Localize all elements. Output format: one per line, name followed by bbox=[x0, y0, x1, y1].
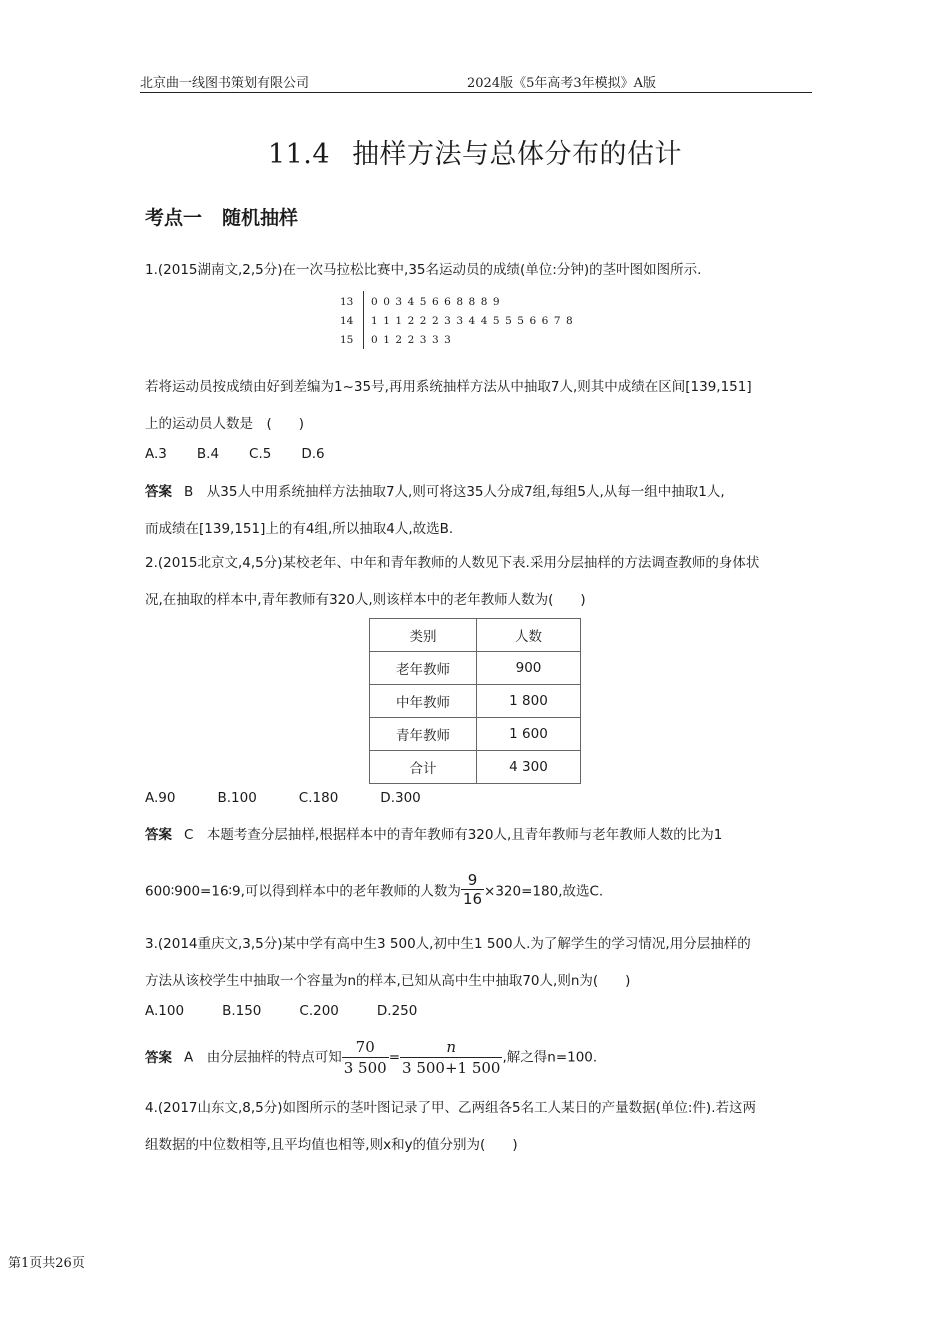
table-row bbox=[370, 652, 581, 685]
page-title bbox=[0, 132, 950, 171]
table-row bbox=[370, 685, 581, 718]
option-c: C.180 bbox=[298, 790, 339, 806]
section-number: 考点一 bbox=[145, 207, 203, 229]
q2-answer-line2 bbox=[145, 873, 603, 910]
option-a: A.90 bbox=[145, 790, 176, 806]
leaf-digit: 1 bbox=[383, 315, 390, 327]
header-publisher: 北京曲一线图书策划有限公司 bbox=[140, 76, 310, 91]
answer-text: ,解之得n=100. bbox=[502, 1049, 598, 1066]
table-cell: 中年教师 bbox=[370, 685, 477, 718]
option-b: B.100 bbox=[217, 790, 257, 806]
answer-label: 答案 bbox=[145, 484, 172, 500]
q1-options bbox=[145, 446, 355, 462]
fraction-numerator: 70 bbox=[342, 1037, 389, 1058]
header-rule bbox=[140, 92, 812, 93]
q4-line2: 组数据的中位数相等,且平均值也相等,则x和y的值分别为( ) bbox=[145, 1137, 518, 1153]
q2-answer-line1 bbox=[145, 823, 722, 843]
leaf-digit: 2 bbox=[419, 315, 427, 327]
leaf-digit: 7 bbox=[553, 315, 561, 327]
leaf-digit: 8 bbox=[456, 296, 463, 308]
leaf-digit: 1 bbox=[383, 334, 390, 346]
option-c: C.200 bbox=[299, 1003, 339, 1019]
option-a: A.100 bbox=[145, 1003, 185, 1019]
table-header-category: 类别 bbox=[370, 619, 477, 652]
leaf-digit: 6 bbox=[444, 296, 451, 308]
q3-line2: 方法从该校学生中抽取一个容量为n的样本,已知从高中生中抽取70人,则n为( ) bbox=[145, 973, 631, 989]
answer-label: 答案 bbox=[145, 1049, 172, 1066]
leaf-list bbox=[371, 334, 456, 346]
leaf-digit: 8 bbox=[480, 296, 488, 308]
leaf-digit: 5 bbox=[505, 315, 512, 327]
leaf-digit: 2 bbox=[395, 334, 403, 346]
fraction-denominator: 16 bbox=[462, 890, 483, 908]
leaf-digit: 2 bbox=[407, 315, 415, 327]
section-heading bbox=[145, 203, 298, 230]
q1-line2: 若将运动员按成绩由好到差编为1~35号,再用系统抽样方法从中抽取7人,则其中成绩在区间[139,151] bbox=[145, 379, 752, 395]
table-header-row bbox=[370, 619, 581, 652]
answer-text: B 从35人中用系统抽样方法抽取7人,则可将这35人分成7组,每组5人,从每一组中抽取1人, bbox=[184, 484, 725, 500]
answer-label: 答案 bbox=[145, 827, 172, 843]
option-d: D.6 bbox=[301, 446, 325, 462]
leaf-digit: 6 bbox=[431, 296, 439, 308]
table-row bbox=[370, 751, 581, 784]
leaf-digit: 6 bbox=[529, 315, 537, 327]
q1-answer-line2: 而成绩在[139,151]上的有4组,所以抽取4人,故选B. bbox=[145, 521, 454, 537]
table-cell: 1 800 bbox=[477, 685, 581, 718]
stem-value: 14 bbox=[340, 315, 354, 327]
q3-line1: 3.(2014重庆文,3,5分)某中学有高中生3 500人,初中生1 500人.为了解学生的学习情况,用分层抽样的 bbox=[145, 936, 751, 952]
header-book-title: 2024版《5年高考3年模拟》A版 bbox=[467, 76, 657, 91]
table-cell: 4 300 bbox=[477, 751, 581, 784]
leaf-digit: 6 bbox=[541, 315, 549, 327]
answer-text: 600∶900=16∶9,可以得到样本中的老年教师的人数为 bbox=[145, 883, 461, 900]
leaf-digit: 5 bbox=[492, 315, 500, 327]
stem-leaf-divider bbox=[363, 291, 364, 349]
stem-value: 15 bbox=[340, 334, 354, 346]
leaf-digit: 1 bbox=[395, 315, 403, 327]
fraction-denominator: 3 500+1 500 bbox=[402, 1059, 501, 1077]
leaf-digit: 2 bbox=[431, 315, 439, 327]
fraction-denominator: 3 500 bbox=[343, 1059, 387, 1077]
leaf-digit: 1 bbox=[371, 315, 378, 327]
leaf-digit: 5 bbox=[517, 315, 524, 327]
leaf-list bbox=[371, 296, 505, 308]
option-a: A.3 bbox=[145, 446, 167, 462]
q2-options bbox=[145, 790, 451, 806]
page-number: 第1页共26页 bbox=[8, 1256, 85, 1271]
q3-options bbox=[145, 1003, 447, 1019]
option-b: B.4 bbox=[196, 446, 220, 462]
fraction-9-16 bbox=[461, 871, 484, 908]
table-cell: 青年教师 bbox=[370, 718, 477, 751]
q1-stem: 1.(2015湖南文,2,5分)在一次马拉松比赛中,35名运动员的成绩(单位:分钟)的茎叶图如图所示. bbox=[145, 262, 702, 278]
q1-line3: 上的运动员人数是 ( ) bbox=[145, 416, 305, 432]
answer-text: ×320=180,故选C. bbox=[484, 883, 604, 900]
leaf-digit: 4 bbox=[480, 315, 488, 327]
leaf-digit: 3 bbox=[419, 334, 427, 346]
leaf-digit: 9 bbox=[492, 296, 500, 308]
title-number: 11.4 bbox=[267, 139, 331, 170]
q4-line1: 4.(2017山东文,8,5分)如图所示的茎叶图记录了甲、乙两组各5名工人某日的产量数据(单位:件).若这两 bbox=[145, 1100, 756, 1116]
leaf-list bbox=[371, 315, 578, 327]
leaf-digit: 3 bbox=[395, 296, 403, 308]
q2-line2: 况,在抽取的样本中,青年教师有320人,则该样本中的老年教师人数为( ) bbox=[145, 592, 586, 608]
table-cell: 老年教师 bbox=[370, 652, 477, 685]
table-row bbox=[370, 718, 581, 751]
leaf-digit: 4 bbox=[468, 315, 476, 327]
fraction-n-5000 bbox=[400, 1037, 502, 1078]
fraction-70-3500 bbox=[342, 1037, 389, 1078]
fraction-numerator: n bbox=[400, 1037, 502, 1058]
leaf-digit: 3 bbox=[444, 315, 451, 327]
answer-text: C 本题考查分层抽样,根据样本中的青年教师有320人,且青年教师与老年教师人数的比为1 bbox=[184, 827, 723, 843]
fraction-numerator: 9 bbox=[461, 871, 484, 890]
q3-answer bbox=[145, 1037, 597, 1078]
leaf-digit: 3 bbox=[456, 315, 463, 327]
equals-sign: = bbox=[388, 1049, 401, 1066]
option-c: C.5 bbox=[249, 446, 272, 462]
table-header-count: 人数 bbox=[477, 619, 581, 652]
q1-answer-line1 bbox=[145, 480, 725, 500]
table-cell: 1 600 bbox=[477, 718, 581, 751]
option-b: B.150 bbox=[222, 1003, 262, 1019]
q2-line1: 2.(2015北京文,4,5分)某校老年、中年和青年教师的人数见下表.采用分层抽样的方法调查教师的身体状 bbox=[145, 555, 760, 571]
leaf-digit: 3 bbox=[431, 334, 439, 346]
option-d: D.300 bbox=[380, 790, 421, 806]
leaf-digit: 0 bbox=[371, 296, 378, 308]
stem-value: 13 bbox=[340, 296, 354, 308]
leaf-digit: 3 bbox=[444, 334, 451, 346]
leaf-digit: 0 bbox=[371, 334, 378, 346]
table-cell: 900 bbox=[477, 652, 581, 685]
teacher-count-table bbox=[369, 618, 581, 784]
leaf-digit: 4 bbox=[407, 296, 415, 308]
answer-text: A 由分层抽样的特点可知 bbox=[184, 1049, 342, 1066]
title-text: 抽样方法与总体分布的估计 bbox=[352, 139, 683, 170]
leaf-digit: 8 bbox=[468, 296, 476, 308]
leaf-digit: 8 bbox=[566, 315, 573, 327]
leaf-digit: 0 bbox=[383, 296, 390, 308]
option-d: D.250 bbox=[376, 1003, 418, 1019]
table-cell: 合计 bbox=[370, 751, 477, 784]
section-text: 随机抽样 bbox=[222, 207, 299, 229]
leaf-digit: 5 bbox=[419, 296, 427, 308]
leaf-digit: 2 bbox=[407, 334, 415, 346]
